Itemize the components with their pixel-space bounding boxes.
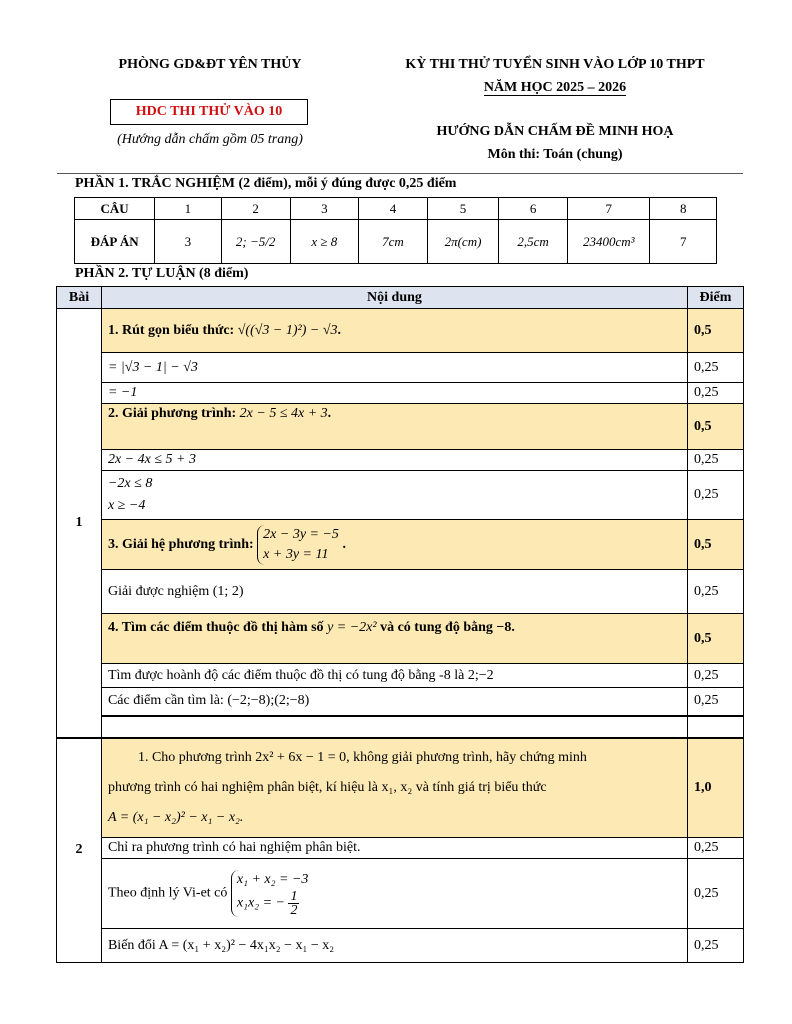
question-title: 3. Giải hệ phương trình: — [107, 536, 254, 552]
question-line: 1. Cho phương trình 2x² + 6x − 1 = 0, không giải phương trình, hãy chứng minh — [137, 749, 587, 765]
question-number: 7 — [568, 198, 650, 220]
points-cell: 0,25 — [688, 570, 744, 614]
fraction-denominator: 2 — [290, 903, 298, 918]
col-content-header: Nội dung — [101, 287, 687, 309]
points-cell: 1,0 — [688, 738, 744, 838]
equation-line: x₁ + x₂ = −3 — [236, 872, 309, 887]
question-row — [101, 614, 687, 664]
dap-an-header: ĐÁP ÁN — [75, 220, 155, 264]
question-number: 6 — [499, 198, 568, 220]
points-cell: 0,25 — [688, 664, 744, 688]
question-number: 8 — [650, 198, 717, 220]
equation-line: 2x − 3y = −5 — [263, 526, 339, 542]
points-cell: 0,5 — [688, 404, 744, 450]
solution-step: Tìm được hoành độ các điểm thuộc đồ thị có tung độ bằng -8 là 2;−2 — [101, 664, 687, 688]
answer-cell: 2,5cm — [499, 220, 568, 264]
col-bai-header: Bài — [57, 287, 102, 309]
question-number: 4 — [359, 198, 428, 220]
part2-title: PHẦN 2. TỰ LUẬN (8 điểm) — [75, 266, 249, 281]
equation-line — [237, 890, 309, 917]
answer-cell: 3 — [155, 220, 222, 264]
points-cell: 0,25 — [688, 450, 744, 471]
answer-cell: 2; −5/2 — [221, 220, 290, 264]
points-cell: 0,25 — [688, 929, 744, 963]
solution-label: Theo định lý Vi-et có — [107, 885, 228, 901]
fraction — [288, 890, 299, 917]
solution-line: x ≥ −4 — [107, 498, 146, 513]
answer-cell: 2π(cm) — [427, 220, 498, 264]
bai-number: 2 — [57, 738, 102, 963]
answer-cell: 7 — [650, 220, 717, 264]
question-title-cont: và có tung độ bằng −8. — [380, 620, 515, 635]
points-cell: 0,5 — [688, 520, 744, 570]
solution-step: 2x − 4x ≤ 5 + 3 — [101, 450, 687, 471]
solution-step: Giải được nghiệm (1; 2) — [101, 570, 687, 614]
points-cell: 0,5 — [688, 309, 744, 353]
solution-step: Các điểm cần tìm là: (−2;−8);(2;−8) — [101, 688, 687, 716]
question-row — [101, 738, 687, 838]
cau-header: CÂU — [75, 198, 155, 220]
guide-title: HƯỚNG DẪN CHẤM ĐỀ MINH HOẠ — [436, 124, 674, 139]
department-name: PHÒNG GD&ĐT YÊN THỦY — [118, 57, 302, 72]
solution-step: = −1 — [101, 383, 687, 404]
equation-line: x + 3y = 11 — [263, 546, 329, 562]
question-title: 4. Tìm các điểm thuộc đồ thị hàm số — [107, 620, 324, 635]
equation-left: x₁x₂ = − — [236, 895, 285, 911]
hdc-label-box: HDC THI THỬ VÀO 10 — [110, 99, 308, 125]
question-title: 1. Rút gọn biểu thức: — [107, 322, 235, 338]
solution-line: −2x ≤ 8 — [107, 476, 153, 491]
multiple-choice-table — [74, 197, 717, 264]
answer-cell: x ≥ 8 — [290, 220, 358, 264]
question-row: 2. Giải phương trình: 2x − 5 ≤ 4x + 3. — [101, 404, 687, 450]
subject-title: Môn thi: Toán (chung) — [487, 147, 623, 162]
solution-step — [101, 471, 687, 520]
question-number: 5 — [427, 198, 498, 220]
question-expression: 2x − 5 ≤ 4x + 3 — [239, 406, 328, 421]
question-expression: √((√3 − 1)²) − √3 — [237, 322, 338, 338]
answer-cell: 7cm — [359, 220, 428, 264]
solution-step: Biến đổi A = (x₁ + x₂)² − 4x₁x₂ − x₁ − x₂ — [101, 929, 687, 963]
header-divider — [57, 173, 743, 174]
question-line: A = (x₁ − x₂)² − x₁ − x₂. — [107, 809, 244, 825]
question-number: 1 — [155, 198, 222, 220]
solution-step — [101, 859, 687, 929]
points-cell: 0,25 — [688, 838, 744, 859]
question-row: 1. Rút gọn biểu thức: √((√3 − 1)²) − √3. — [101, 309, 687, 353]
empty-cell — [688, 716, 744, 738]
question-expression: y = −2x² — [327, 620, 377, 635]
equation-system — [257, 525, 339, 565]
bai-number: 1 — [57, 309, 102, 738]
equation-system — [231, 870, 309, 917]
question-row: 3. Giải hệ phương trình: 2x − 3y = −5 x + 3y = 11 . — [101, 520, 687, 570]
points-cell: 0,25 — [688, 688, 744, 716]
fraction-numerator: 1 — [290, 889, 298, 904]
page-count-note: (Hướng dẫn chấm gồm 05 trang) — [117, 132, 303, 147]
points-cell: 0,25 — [688, 471, 744, 520]
question-number: 3 — [290, 198, 358, 220]
solution-step: = |√3 − 1| − √3 — [101, 353, 687, 383]
exam-title: KỲ THI THỬ TUYỂN SINH VÀO LỚP 10 THPT — [405, 57, 705, 72]
question-line: phương trình có hai nghiệm phân biệt, kí hiệu là x₁, x₂ và tính giá trị biểu thức — [107, 779, 547, 795]
empty-cell — [101, 716, 687, 738]
col-points-header: Điểm — [688, 287, 744, 309]
points-cell: 0,25 — [688, 859, 744, 929]
answer-cell: 23400cm³ — [568, 220, 650, 264]
solution-step: Chỉ ra phương trình có hai nghiệm phân biệt. — [101, 838, 687, 859]
points-cell: 0,25 — [688, 353, 744, 383]
essay-grading-table — [56, 286, 744, 963]
question-title: 2. Giải phương trình: — [107, 406, 237, 421]
part1-title: PHẦN 1. TRẮC NGHIỆM (2 điểm), mỗi ý đúng được 0,25 điểm — [75, 176, 457, 191]
question-number: 2 — [221, 198, 290, 220]
points-cell: 0,5 — [688, 614, 744, 664]
points-cell: 0,25 — [688, 383, 744, 404]
school-year-text: NĂM HỌC 2025 – 2026 — [483, 80, 627, 95]
school-year — [360, 80, 750, 96]
